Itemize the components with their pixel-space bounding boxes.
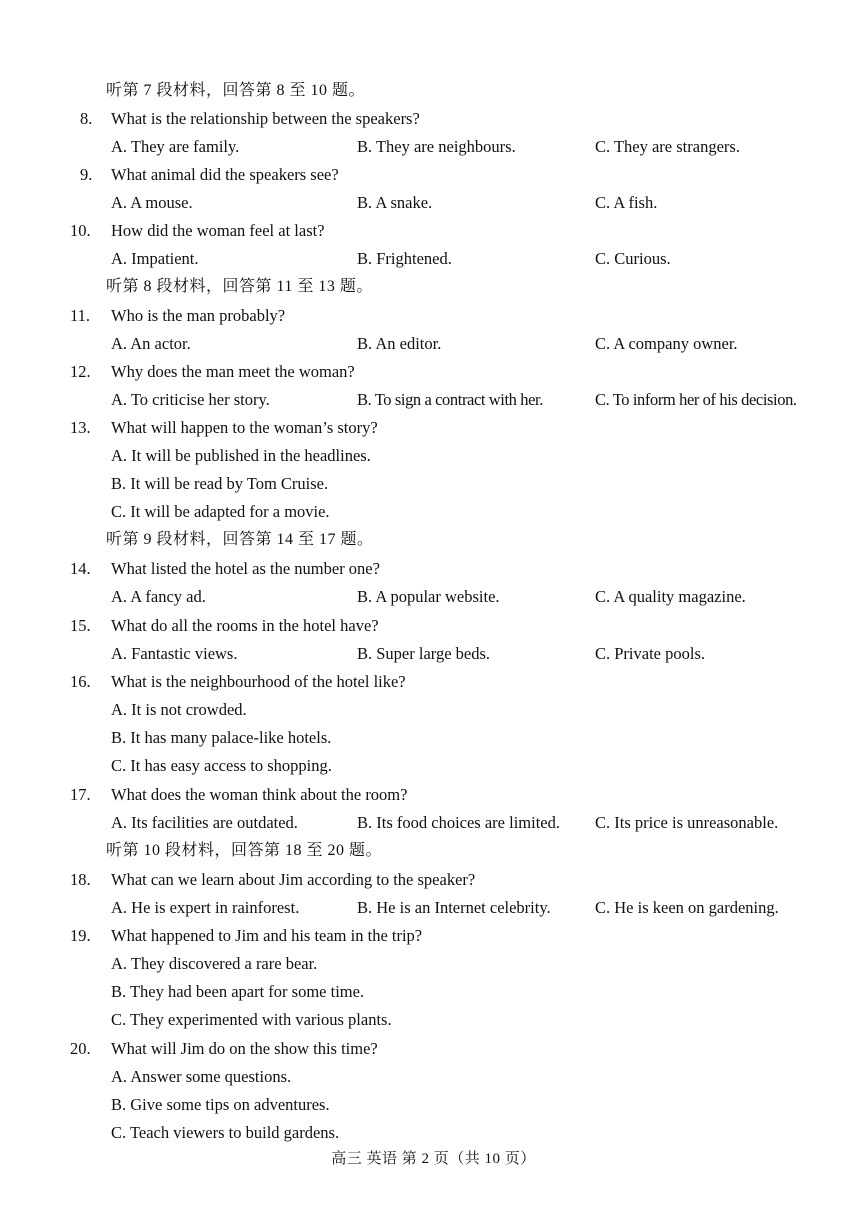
options-row — [0, 246, 867, 272]
question-number: 10. — [70, 221, 91, 240]
question-number: 19. — [70, 926, 91, 945]
option-a: A. An actor. — [111, 334, 191, 353]
option-c: C. Private pools. — [595, 644, 705, 663]
question — [0, 303, 867, 329]
question — [0, 923, 867, 949]
options-row — [0, 1064, 867, 1090]
question-text: What do all the rooms in the hotel have? — [111, 616, 379, 635]
option-c: C. A company owner. — [595, 334, 738, 353]
options-row — [0, 641, 867, 667]
question-text: What can we learn about Jim according to the speaker? — [111, 870, 476, 889]
question — [0, 218, 867, 244]
question-number: 11. — [70, 306, 91, 325]
question — [0, 867, 867, 893]
section-heading: 听第 10 段材料，回答第 18 至 20 题。 — [106, 842, 383, 859]
section-heading: 听第 9 段材料，回答第 14 至 17 题。 — [106, 531, 374, 548]
question — [0, 359, 867, 385]
question-text: What will Jim do on the show this time? — [111, 1039, 378, 1058]
options-row — [0, 387, 867, 413]
options-row — [0, 979, 867, 1005]
question — [0, 782, 867, 808]
question-number: 16. — [70, 672, 91, 691]
question-text: How did the woman feel at last? — [111, 221, 325, 240]
option-a: A. To criticise her story. — [111, 390, 270, 409]
option-b: B. An editor. — [357, 334, 442, 353]
option-a: A. It is not crowded. — [111, 700, 247, 719]
option-a: A. A mouse. — [111, 193, 193, 212]
option-c: C. A quality magazine. — [595, 587, 746, 606]
section-heading: 听第 8 段材料，回答第 11 至 13 题。 — [106, 278, 373, 295]
question-text: What animal did the speakers see? — [111, 165, 339, 184]
option-a: A. Impatient. — [111, 249, 199, 268]
option-b: B. It will be read by Tom Cruise. — [111, 474, 329, 493]
options-row — [0, 697, 867, 723]
question-text: What is the neighbourhood of the hotel like? — [111, 672, 406, 691]
options-row — [0, 951, 867, 977]
section-heading: 听第 7 段材料，回答第 8 至 10 题。 — [106, 82, 366, 99]
question-number: 9. — [80, 165, 93, 184]
option-b: B. They had been apart for some time. — [111, 982, 365, 1001]
question — [0, 415, 867, 441]
options-row — [0, 895, 867, 921]
option-c: C. Its price is unreasonable. — [595, 813, 779, 832]
option-a: A. It will be published in the headlines. — [111, 446, 371, 465]
question — [0, 669, 867, 695]
options-row — [0, 810, 867, 836]
option-a: A. Its facilities are outdated. — [111, 813, 298, 832]
question — [0, 1036, 867, 1062]
options-row — [0, 443, 867, 469]
option-c: C. It has easy access to shopping. — [111, 756, 332, 775]
options-row — [0, 499, 867, 525]
option-c: C. To inform her of his decision. — [595, 390, 797, 409]
question-number: 12. — [70, 362, 91, 381]
question — [0, 162, 867, 188]
question-text: What will happen to the woman’s story? — [111, 418, 378, 437]
question-text: What does the woman think about the room? — [111, 785, 408, 804]
options-row — [0, 134, 867, 160]
option-c: C. Teach viewers to build gardens. — [111, 1123, 340, 1142]
option-c: C. They experimented with various plants. — [111, 1010, 392, 1029]
option-b: B. They are neighbours. — [357, 137, 516, 156]
question-text: What is the relationship between the speakers? — [111, 109, 420, 128]
question-number: 17. — [70, 785, 91, 804]
question-number: 20. — [70, 1039, 91, 1058]
question-number: 8. — [80, 109, 93, 128]
option-c: C. Curious. — [595, 249, 671, 268]
option-b: B. A snake. — [357, 193, 433, 212]
options-row — [0, 190, 867, 216]
option-b: B. He is an Internet celebrity. — [357, 898, 551, 917]
option-c: C. A fish. — [595, 193, 658, 212]
option-c: C. It will be adapted for a movie. — [111, 502, 330, 521]
option-a: A. Fantastic views. — [111, 644, 238, 663]
question-number: 18. — [70, 870, 91, 889]
options-row — [0, 1120, 867, 1146]
options-row — [0, 725, 867, 751]
question-text: What listed the hotel as the number one? — [111, 559, 380, 578]
options-row — [0, 753, 867, 779]
page-footer: 高三 英语 第 2 页（共 10 页） — [331, 1151, 536, 1167]
options-row — [0, 471, 867, 497]
question — [0, 106, 867, 132]
question-number: 14. — [70, 559, 91, 578]
question-text: Why does the man meet the woman? — [111, 362, 355, 381]
option-a: A. He is expert in rainforest. — [111, 898, 300, 917]
option-b: B. Its food choices are limited. — [357, 813, 560, 832]
option-c: C. They are strangers. — [595, 137, 740, 156]
question-text: What happened to Jim and his team in the trip? — [111, 926, 423, 945]
question-number: 13. — [70, 418, 91, 437]
option-b: B. A popular website. — [357, 587, 500, 606]
question — [0, 556, 867, 582]
option-b: B. Super large beds. — [357, 644, 491, 663]
question-text: Who is the man probably? — [111, 306, 286, 325]
option-b: B. To sign a contract with her. — [357, 390, 543, 409]
options-row — [0, 1092, 867, 1118]
option-c: C. He is keen on gardening. — [595, 898, 779, 917]
option-a: A. A fancy ad. — [111, 587, 206, 606]
question-number: 15. — [70, 616, 91, 635]
option-a: A. They are family. — [111, 137, 240, 156]
options-row — [0, 584, 867, 610]
option-a: A. Answer some questions. — [111, 1067, 292, 1086]
options-row — [0, 331, 867, 357]
options-row — [0, 1007, 867, 1033]
question — [0, 613, 867, 639]
option-a: A. They discovered a rare bear. — [111, 954, 318, 973]
option-b: B. Frightened. — [357, 249, 452, 268]
option-b: B. Give some tips on adventures. — [111, 1095, 330, 1114]
option-b: B. It has many palace-like hotels. — [111, 728, 332, 747]
